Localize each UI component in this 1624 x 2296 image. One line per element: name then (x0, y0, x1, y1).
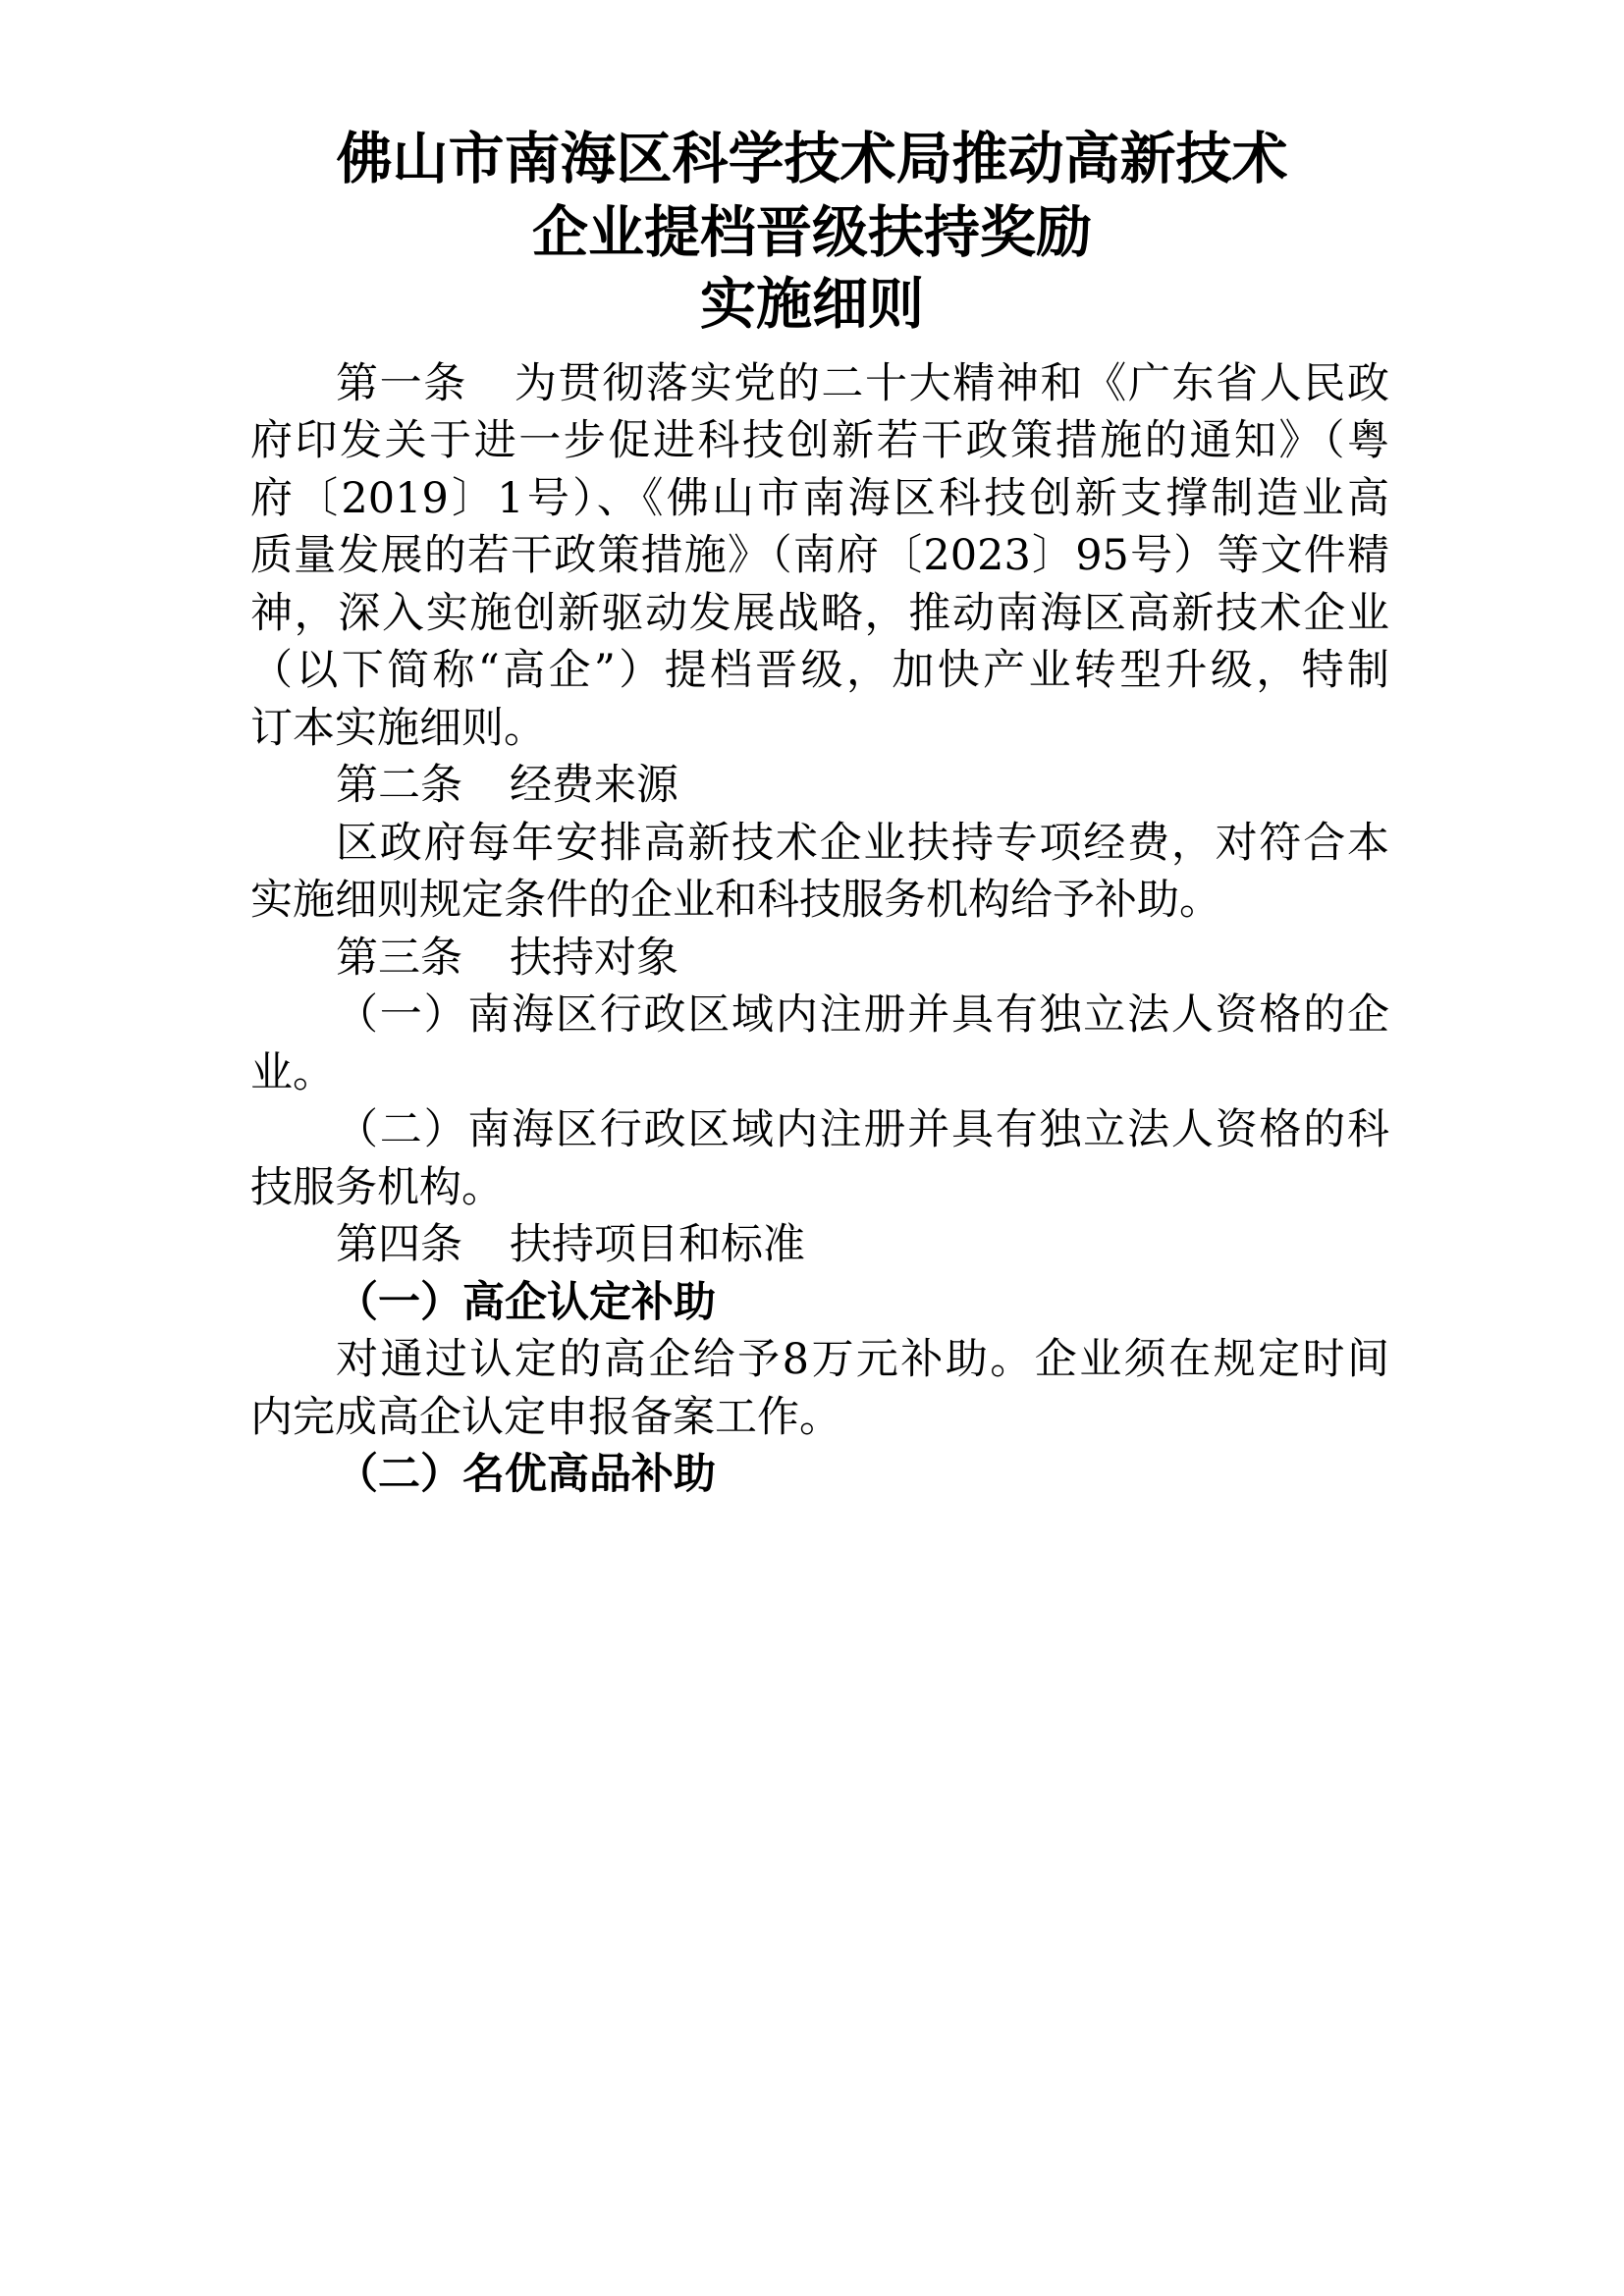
article2-label: 第二条 (336, 761, 462, 810)
article4-sub2-title: （二）名优高品补助 (336, 1450, 716, 1499)
article1-line-6: （以下简称“高企”）提档晋级，加快产业转型升级，特制 (250, 646, 1389, 695)
article1-line-4: 质量发展的若干政策措施》（南府〔2023〕95号）等文件精 (250, 531, 1389, 580)
article3-item1-line-1: （一）南海区行政区域内注册并具有独立法人资格的企 (336, 990, 1389, 1040)
article4-label: 第四条 (336, 1220, 462, 1269)
article4-sub1-title: （一）高企认定补助 (336, 1278, 716, 1327)
article4-title: 扶持项目和标准 (510, 1220, 805, 1269)
article1-line-3: 府〔2019〕1号）、《佛山市南海区科技创新支撑制造业高 (250, 474, 1389, 523)
document-title-line-1: 佛山市南海区科学技术局推动高新技术 (336, 126, 1288, 191)
article3-item1-line-2: 业。 (250, 1048, 335, 1097)
article3-heading (336, 934, 678, 983)
article3-label: 第三条 (336, 934, 462, 983)
article4-sub1-line-2: 内完成高企认定申报备案工作。 (250, 1393, 841, 1442)
article1-line-1 (336, 359, 1389, 408)
article2-title: 经费来源 (510, 761, 678, 810)
article1-label: 第一条 (336, 359, 467, 408)
article1-line-2: 府印发关于进一步促进科技创新若干政策措施的通知》（粤 (250, 416, 1389, 465)
document-title-line-2: 企业提档晋级扶持奖励 (532, 199, 1092, 265)
article3-title: 扶持对象 (510, 934, 678, 983)
article2-line-2: 实施细则规定条件的企业和科技服务机构给予补助。 (250, 876, 1221, 925)
article2-line-1: 区政府每年安排高新技术企业扶持专项经费，对符合本 (336, 819, 1389, 868)
article3-item2-line-1: （二）南海区行政区域内注册并具有独立法人资格的科 (336, 1105, 1389, 1154)
article4-heading (336, 1220, 805, 1269)
article1-line-5: 神，深入实施创新驱动发展战略，推动南海区高新技术企业 (250, 589, 1389, 638)
article1-line-7: 订本实施细则。 (250, 704, 546, 753)
article2-heading (336, 761, 678, 810)
article1-text-1: 为贯彻落实党的二十大精神和《广东省人民政 (514, 359, 1390, 408)
document-title-line-3: 实施细则 (700, 271, 924, 337)
article3-item2-line-2: 技服务机构。 (250, 1163, 504, 1212)
article4-sub1-line-1: 对通过认定的高企给予8万元补助。企业须在规定时间 (336, 1335, 1389, 1384)
